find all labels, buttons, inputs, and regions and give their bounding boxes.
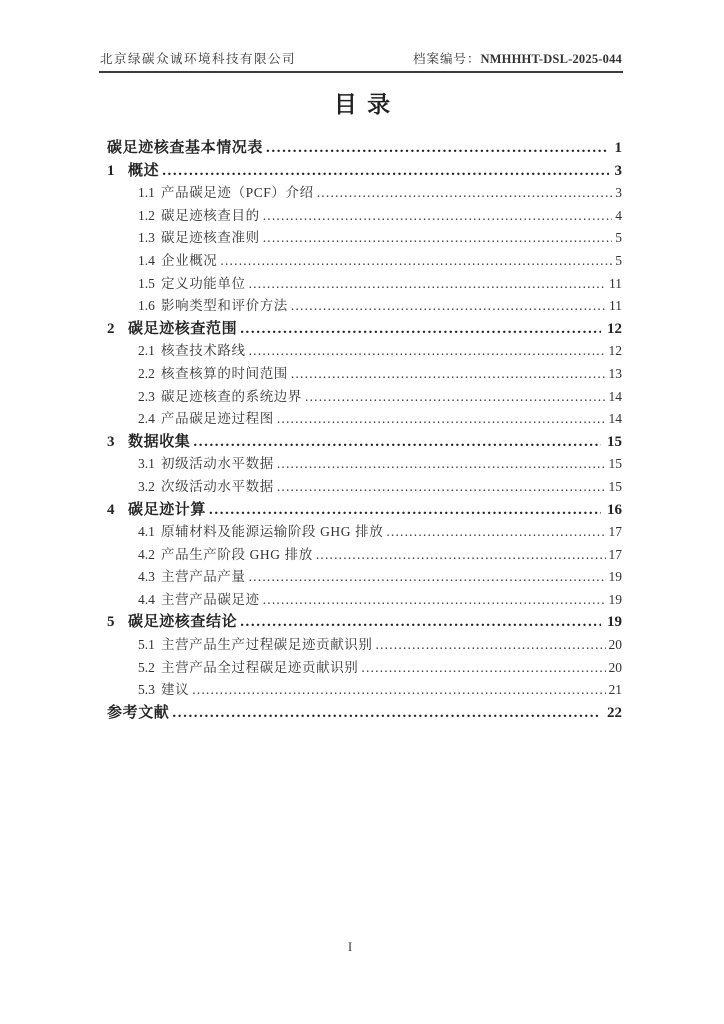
toc-entry-page: 14: [608, 411, 622, 427]
toc-entry[interactable]: [100, 339, 622, 362]
toc-entry-label: 产品碳足迹过程图: [161, 411, 274, 427]
toc-entry-page: 12: [607, 320, 622, 337]
dot-leader: [192, 682, 605, 698]
toc-entry-page: 3: [615, 185, 622, 201]
company-name: 北京绿碳众诚环境科技有限公司: [100, 52, 297, 66]
toc-entry-page: 16: [607, 501, 622, 518]
toc-entry-label: 影响类型和评价方法: [161, 298, 288, 314]
toc-entry[interactable]: [100, 159, 622, 182]
toc-entry-label: 概述: [128, 162, 160, 179]
toc-entry-number: 1.3: [138, 230, 155, 246]
toc-entry-page: 15: [608, 456, 622, 472]
dot-leader: [291, 298, 606, 314]
toc-entry-number: 5: [107, 614, 115, 631]
toc-entry[interactable]: [100, 407, 622, 430]
toc-entry-number: 5.2: [138, 659, 155, 675]
toc-entry-page: 19: [607, 614, 622, 631]
toc-entry[interactable]: [100, 249, 622, 272]
toc-entry-page: 12: [608, 343, 622, 359]
toc-entry-number: 1.5: [138, 275, 155, 291]
toc-entry-page: 14: [608, 388, 622, 404]
dot-leader: [193, 434, 601, 451]
dot-leader: [291, 366, 606, 382]
toc-list: [100, 136, 622, 723]
dot-leader: [249, 276, 606, 292]
toc-entry-label: 原辅材料及能源运输阶段 GHG 排放: [161, 524, 384, 540]
toc-entry-page: 5: [615, 230, 622, 246]
toc-entry[interactable]: [100, 362, 622, 385]
dot-leader: [249, 569, 606, 585]
toc-entry[interactable]: [100, 701, 622, 724]
toc-entry[interactable]: [100, 204, 622, 227]
dot-leader: [263, 208, 613, 224]
dot-leader: [386, 524, 605, 540]
toc-entry-label: 核查核算的时间范围: [161, 365, 288, 381]
toc-entry-number: 3: [107, 433, 115, 450]
toc-entry-label: 碳足迹核查准则: [161, 230, 260, 246]
toc-entry[interactable]: [100, 272, 622, 295]
toc-entry-page: 11: [609, 298, 622, 314]
toc-entry-number: 1.6: [138, 298, 155, 314]
dot-leader: [172, 705, 601, 722]
dot-leader: [263, 592, 606, 608]
toc-entry-page: 15: [607, 433, 622, 450]
page-title: 目录: [333, 92, 401, 117]
toc-entry-page: 19: [608, 591, 622, 607]
toc-entry-number: 4.3: [138, 569, 155, 585]
doc-number-label: 档案编号：: [412, 52, 481, 66]
toc-entry-label: 主营产品生产过程碳足迹贡献识别: [161, 637, 373, 653]
toc-entry[interactable]: [100, 430, 622, 453]
dot-leader: [277, 479, 606, 495]
toc-entry-number: 5.1: [138, 637, 155, 653]
toc-entry-page: 15: [608, 478, 622, 494]
toc-entry[interactable]: [100, 226, 622, 249]
toc-entry-page: 22: [607, 704, 622, 721]
toc-entry-number: 4.4: [138, 591, 155, 607]
toc-entry-number: 1.1: [138, 185, 155, 201]
toc-entry-number: 1.4: [138, 252, 155, 268]
dot-leader: [240, 614, 601, 631]
doc-number: [413, 49, 622, 67]
dot-leader: [162, 163, 608, 180]
toc-entry-number: 4.1: [138, 524, 155, 540]
toc-entry-label: 碳足迹核查目的: [161, 207, 260, 223]
toc-entry-label: 碳足迹计算: [128, 501, 207, 518]
toc-entry-label: 产品生产阶段 GHG 排放: [161, 546, 313, 562]
toc-entry-label: 定义功能单位: [161, 275, 246, 291]
toc-entry-number: 4: [107, 501, 115, 518]
footer-page-number: I: [347, 939, 353, 954]
toc-entry-page: 20: [608, 637, 622, 653]
toc-entry-number: 3.1: [138, 456, 155, 472]
toc-entry-page: 21: [608, 682, 622, 698]
toc-entry-label: 企业概况: [161, 252, 218, 268]
toc-entry[interactable]: [100, 588, 622, 611]
toc-entry[interactable]: [100, 633, 622, 656]
dot-leader: [266, 140, 608, 157]
toc-entry[interactable]: [100, 498, 622, 521]
dot-leader: [249, 343, 606, 359]
toc-entry-number: 3.2: [138, 478, 155, 494]
toc-entry-number: 1: [107, 162, 115, 179]
toc-entry[interactable]: [100, 136, 622, 159]
dot-leader: [305, 389, 606, 405]
toc-entry[interactable]: [100, 610, 622, 633]
toc-entry-label: 产品碳足迹（PCF）介绍: [161, 185, 314, 201]
toc-entry-number: 2.4: [138, 411, 155, 427]
toc-entry[interactable]: [100, 678, 622, 701]
toc-entry[interactable]: [100, 656, 622, 679]
toc-entry-label: 碳足迹核查的系统边界: [161, 388, 302, 404]
header-divider: [99, 71, 623, 73]
toc-entry-number: 4.2: [138, 546, 155, 562]
toc-entry-label: 碳足迹核查基本情况表: [107, 140, 264, 156]
toc-entry-label: 数据收集: [128, 433, 191, 450]
dot-leader: [240, 321, 601, 338]
toc-entry-label: 参考文献: [107, 704, 170, 721]
toc-entry-number: 1.2: [138, 207, 155, 223]
toc-entry-page: 11: [609, 275, 622, 291]
toc-entry-label: 主营产品全过程碳足迹贡献识别: [161, 659, 359, 675]
toc-entry[interactable]: [100, 294, 622, 317]
toc-entry-label: 碳足迹核查范围: [128, 320, 238, 337]
dot-leader: [263, 230, 613, 246]
toc-entry-label: 核查技术路线: [161, 343, 246, 359]
dot-leader: [316, 547, 606, 563]
toc-entry-page: 17: [608, 524, 622, 540]
toc-entry-number: 2.2: [138, 365, 155, 381]
toc-entry-page: 3: [614, 162, 622, 179]
toc-entry-page: 1: [614, 140, 622, 156]
toc-entry-label: 建议: [161, 682, 190, 698]
toc-entry-page: 5: [615, 252, 622, 268]
toc-entry-number: 2.3: [138, 388, 155, 404]
toc-entry-page: 4: [615, 207, 622, 223]
doc-number-code: NMHHHT-DSL-2025-044: [480, 52, 622, 66]
toc-entry-label: 主营产品产量: [161, 569, 246, 585]
toc-entry-label: 碳足迹核查结论: [128, 614, 238, 631]
toc-entry-page: 20: [608, 659, 622, 675]
dot-leader: [317, 185, 613, 201]
toc-entry-page: 19: [608, 569, 622, 585]
toc-entry-page: 13: [608, 365, 622, 381]
toc-entry[interactable]: [100, 452, 622, 475]
toc-entry-label: 主营产品碳足迹: [161, 591, 260, 607]
toc-entry[interactable]: [100, 475, 622, 498]
toc-entry-page: 17: [608, 546, 622, 562]
toc-entry[interactable]: [100, 565, 622, 588]
toc-entry-number: 5.3: [138, 682, 155, 698]
dot-leader: [376, 637, 606, 653]
toc-entry[interactable]: [100, 181, 622, 204]
page-header: [100, 49, 622, 67]
toc-entry[interactable]: [100, 385, 622, 408]
dot-leader: [209, 502, 601, 519]
dot-leader: [277, 411, 606, 427]
toc-entry[interactable]: [100, 543, 622, 566]
toc-entry-label: 次级活动水平数据: [161, 478, 274, 494]
toc-entry-number: 2.1: [138, 343, 155, 359]
toc-entry-label: 初级活动水平数据: [161, 456, 274, 472]
dot-leader: [361, 660, 605, 676]
dot-leader: [277, 456, 606, 472]
dot-leader: [220, 253, 612, 269]
toc-entry[interactable]: [100, 317, 622, 340]
toc-entry-number: 2: [107, 320, 115, 337]
toc-entry[interactable]: [100, 520, 622, 543]
